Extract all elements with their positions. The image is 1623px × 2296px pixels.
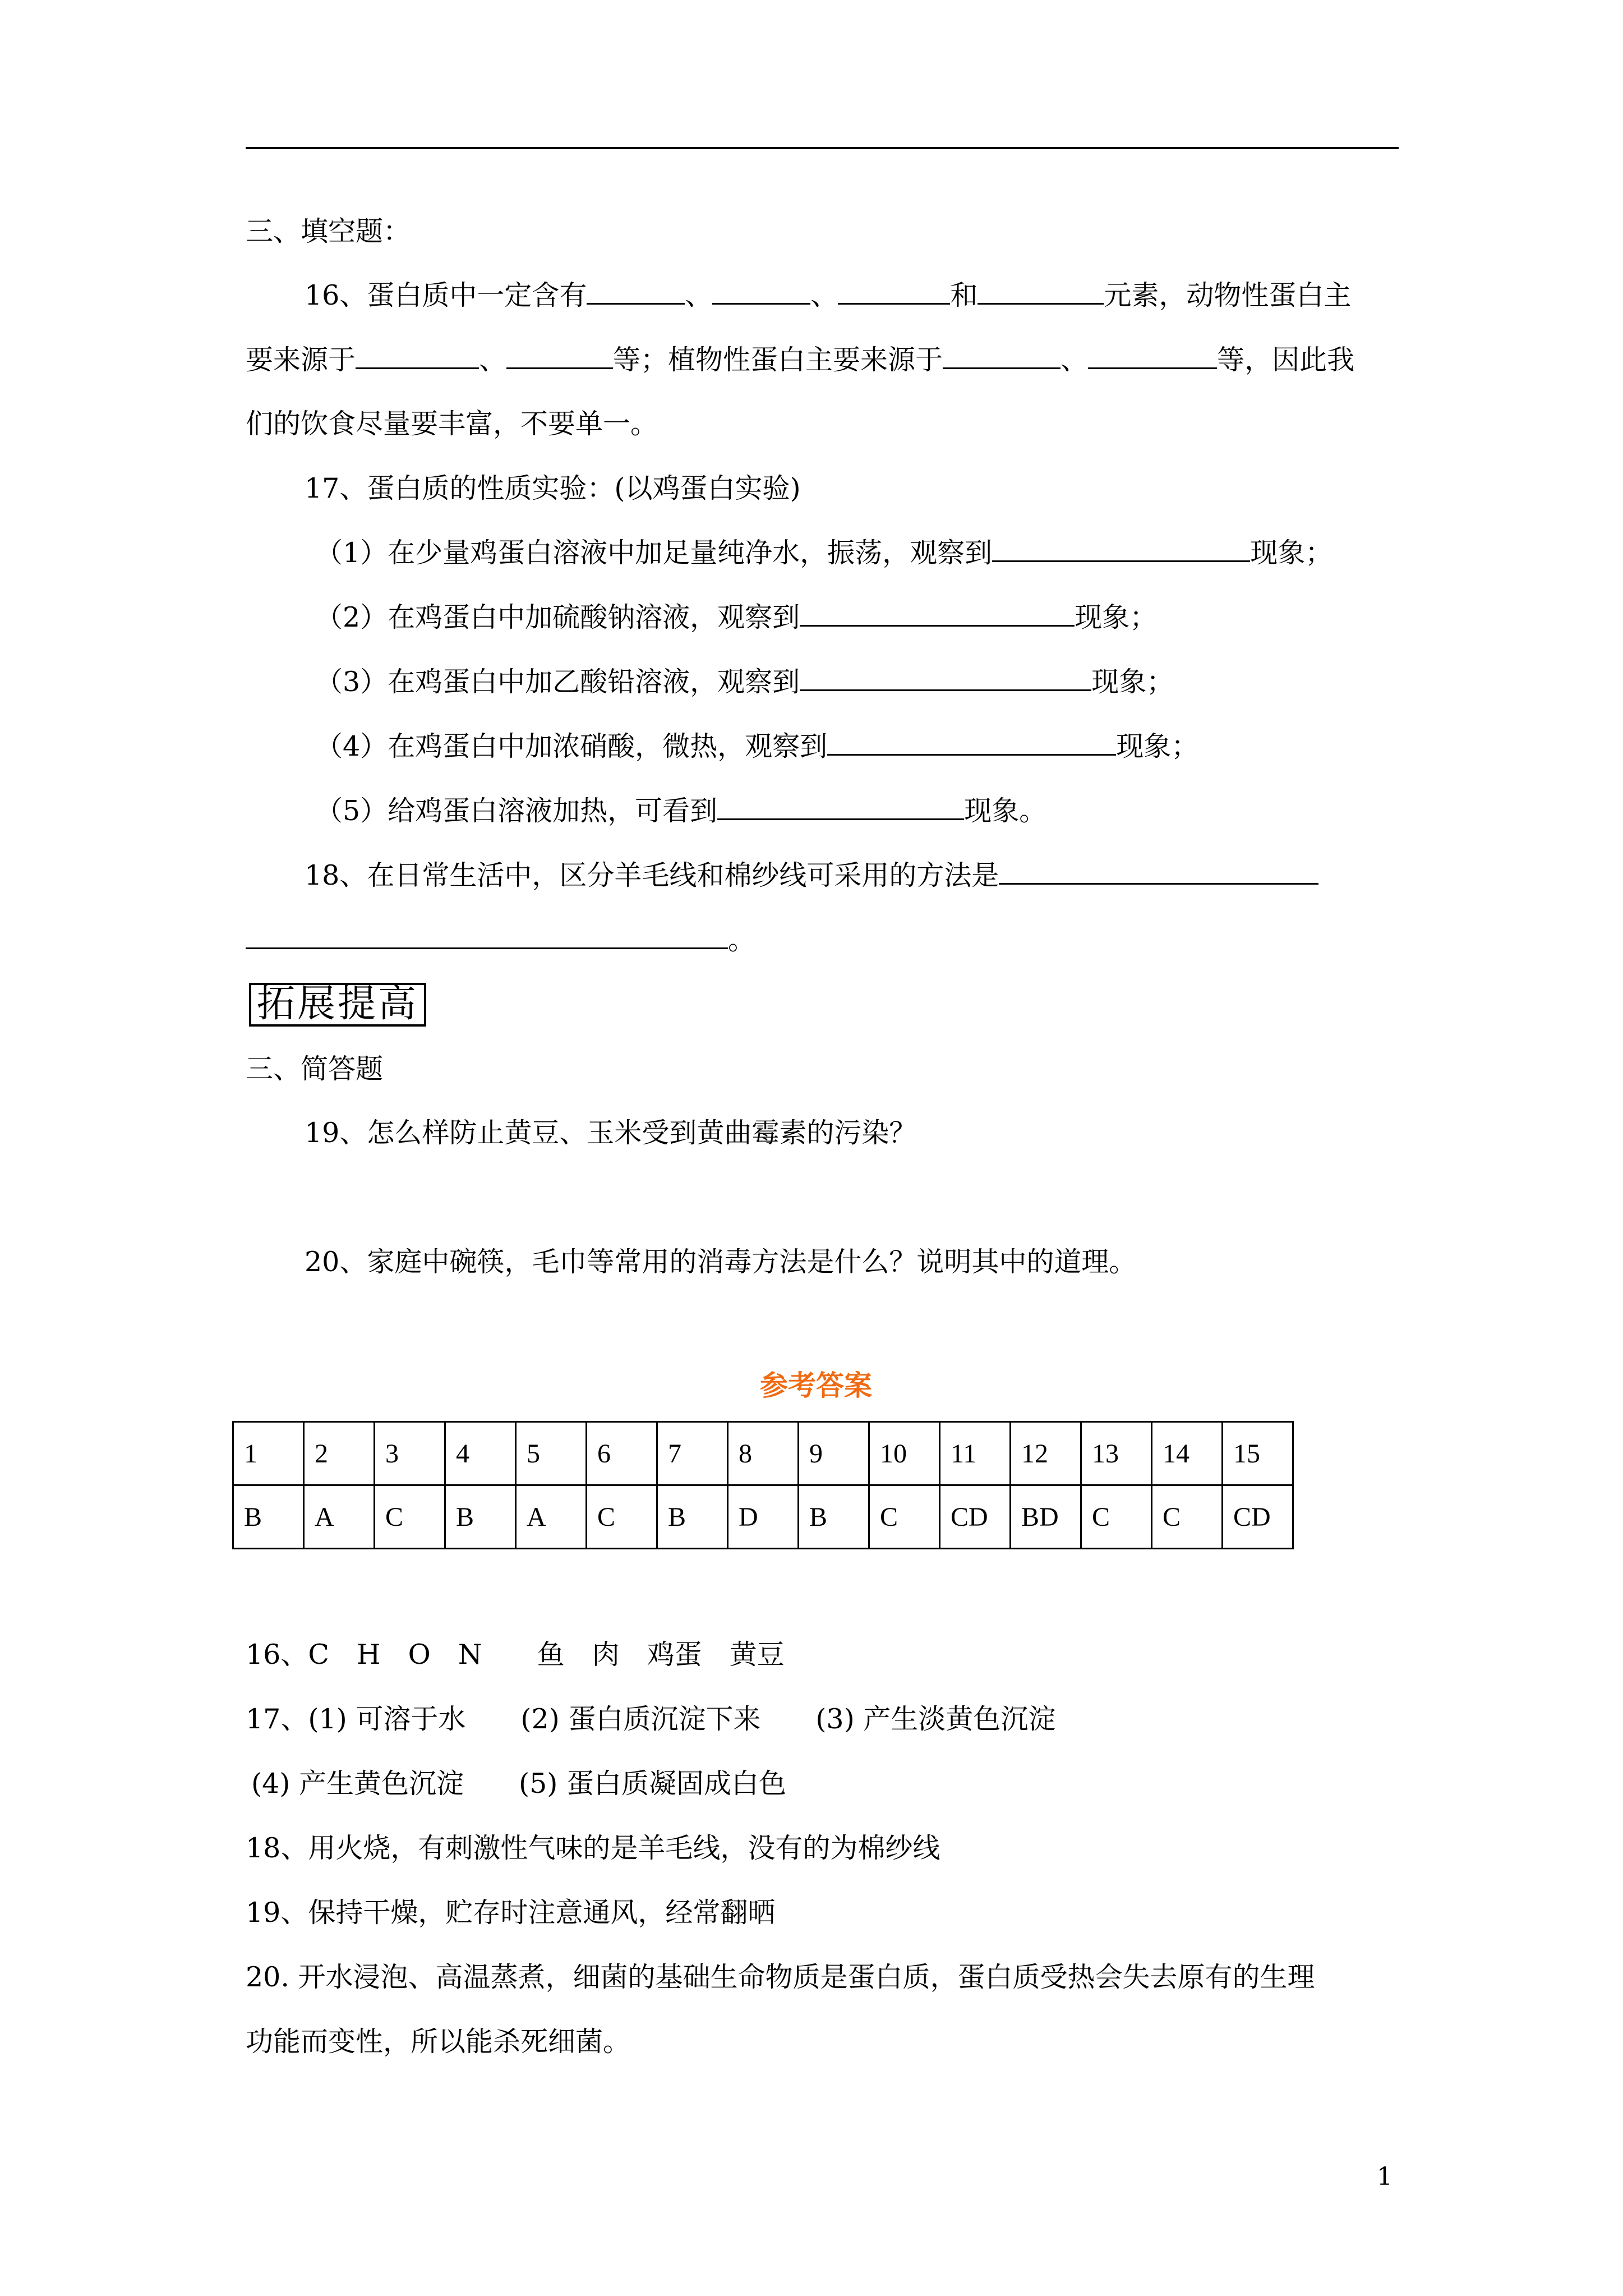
blank[interactable] — [827, 729, 1116, 756]
answer-20-line1: 20. 开水浸泡、高温蒸煮，细菌的基础生命物质是蛋白质，蛋白质受热会失去原有的生理 — [246, 1961, 1315, 1993]
q16-line3: 们的饮食尽量要丰富，不要单一。 — [246, 408, 658, 440]
table-cell: 7 — [657, 1422, 728, 1485]
table-cell: C — [1152, 1485, 1223, 1549]
blank[interactable] — [246, 923, 728, 949]
table-cell: C — [587, 1485, 657, 1549]
q17-part2: （2）在鸡蛋白中加硫酸钠溶液，观察到 现象； — [315, 601, 1158, 633]
blank[interactable] — [717, 794, 964, 820]
page-number: 1 — [1377, 2162, 1393, 2191]
table-cell: 14 — [1152, 1422, 1223, 1485]
blank[interactable] — [800, 600, 1075, 627]
q16-line2: 要来源于 、 等；植物性蛋白主要来源于 、 等，因此我 — [246, 344, 1355, 376]
table-cell: CD — [940, 1485, 1011, 1549]
q18-line2: 。 — [246, 923, 755, 957]
table-cell: BD — [1011, 1485, 1081, 1549]
q17-part4: （4）在鸡蛋白中加浓硝酸，微热，观察到 现象； — [315, 730, 1199, 762]
table-cell: 6 — [587, 1422, 657, 1485]
table-cell: 10 — [869, 1422, 940, 1485]
q17-part1: （1）在少量鸡蛋白溶液中加足量纯净水，振荡，观察到 现象； — [315, 537, 1333, 569]
answer-18: 18、用火烧，有刺激性气味的是羊毛线，没有的为棉纱线 — [246, 1832, 940, 1864]
q17-title: 17、蛋白质的性质实验：(以鸡蛋白实验) — [305, 472, 801, 504]
table-cell: 13 — [1081, 1422, 1152, 1485]
table-cell: C — [1081, 1485, 1152, 1549]
q20: 20、家庭中碗筷，毛巾等常用的消毒方法是什么？说明其中的道理。 — [305, 1246, 1137, 1278]
table-row-numbers — [233, 1422, 1293, 1485]
table-cell: 2 — [304, 1422, 375, 1485]
blank[interactable] — [800, 665, 1091, 691]
answer-16: 16、C H O N 鱼 肉 鸡蛋 黄豆 — [246, 1639, 785, 1671]
table-cell: 1 — [233, 1422, 304, 1485]
table-cell: A — [516, 1485, 587, 1549]
table-cell: C — [869, 1485, 940, 1549]
answer-title: 参考答案 — [760, 1369, 872, 1402]
blank[interactable] — [838, 278, 950, 305]
blank[interactable] — [506, 343, 613, 369]
q17-part3: （3）在鸡蛋白中加乙酸铅溶液，观察到 现象； — [315, 666, 1174, 698]
extension-heading: 拓展提高 — [249, 983, 426, 1027]
blank[interactable] — [978, 278, 1104, 305]
q18-line1: 18、在日常生活中，区分羊毛线和棉纱线可采用的方法是 — [305, 858, 1318, 892]
blank[interactable] — [356, 343, 479, 369]
answer-20-line2: 功能而变性，所以能杀死细菌。 — [246, 2026, 631, 2058]
table-cell: B — [799, 1485, 869, 1549]
table-cell: A — [304, 1485, 375, 1549]
table-cell: 4 — [445, 1422, 516, 1485]
table-cell: D — [728, 1485, 799, 1549]
table-row-answers — [233, 1485, 1293, 1549]
blank[interactable] — [943, 343, 1061, 369]
table-cell: 15 — [1223, 1422, 1293, 1485]
answer-19: 19、保持干燥，贮存时注意通风，经常翻晒 — [246, 1897, 776, 1929]
answer-table — [232, 1421, 1294, 1549]
section3-title: 三、填空题： — [246, 215, 411, 247]
table-cell: 3 — [375, 1422, 445, 1485]
blank[interactable] — [1088, 343, 1217, 369]
answer-17-line1: 17、(1) 可溶于水 (2) 蛋白质沉淀下来 (3) 产生淡黄色沉淀 — [246, 1703, 1056, 1735]
table-cell: B — [445, 1485, 516, 1549]
q19: 19、怎么样防止黄豆、玉米受到黄曲霉素的污染？ — [305, 1117, 917, 1149]
table-cell: CD — [1223, 1485, 1293, 1549]
table-cell: C — [375, 1485, 445, 1549]
blank[interactable] — [999, 858, 1318, 885]
header-rule — [246, 147, 1399, 149]
section3b-title: 三、简答题 — [246, 1053, 384, 1085]
table-cell: B — [657, 1485, 728, 1549]
table-cell: B — [233, 1485, 304, 1549]
table-cell: 8 — [728, 1422, 799, 1485]
table-cell: 9 — [799, 1422, 869, 1485]
blank[interactable] — [992, 536, 1250, 562]
table-cell: 5 — [516, 1422, 587, 1485]
q16-line1: 16、蛋白质中一定含有 、 、 和 元素，动物性蛋白主 — [305, 279, 1352, 311]
blank[interactable] — [712, 278, 810, 305]
blank[interactable] — [587, 278, 685, 305]
answer-17-line2: (4) 产生黄色沉淀 (5) 蛋白质凝固成白色 — [251, 1768, 786, 1800]
table-cell: 11 — [940, 1422, 1011, 1485]
table-cell: 12 — [1011, 1422, 1081, 1485]
q17-part5: （5）给鸡蛋白溶液加热，可看到 现象。 — [315, 795, 1047, 827]
